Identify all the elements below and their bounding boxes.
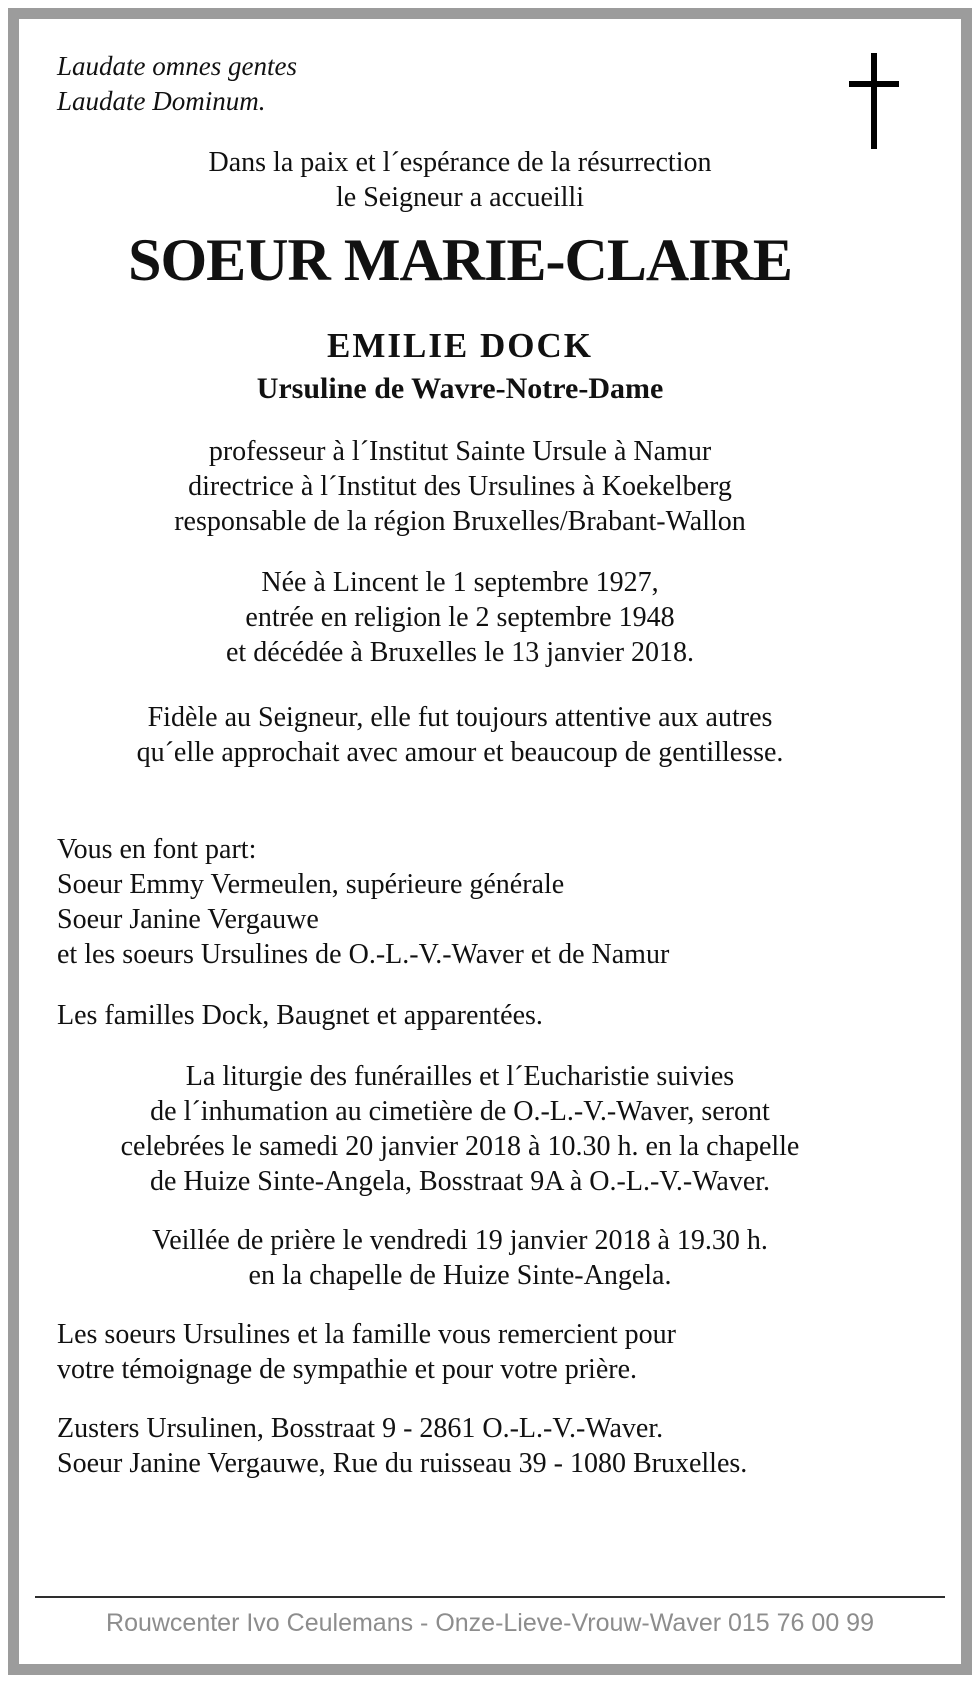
life-line-2: entrée en religion le 2 septembre 1948	[245, 602, 675, 634]
address-line-1: Zusters Ursulinen, Bosstraat 9 - 2861 O.-L.-V.-Waver.	[57, 1413, 664, 1445]
civil-name: EMILIE DOCK	[326, 326, 594, 366]
addresses	[57, 1411, 863, 1481]
intro-line-2: le Seigneur a accueilli	[336, 182, 584, 214]
address-line-2: Soeur Janine Vergauwe, Rue du ruisseau 39 - 1080 Bruxelles.	[57, 1448, 748, 1480]
tribute-line-2: qu´elle approchait avec amour et beaucoup de gentillesse.	[136, 737, 784, 769]
memorial-card	[8, 8, 972, 1675]
vigil-announcement	[57, 1223, 863, 1293]
life-line-3: et décédée à Bruxelles le 13 janvier 2018.	[225, 637, 695, 669]
vigil-line-1: Veillée de prière le vendredi 19 janvier 2018 à 19.30 h.	[152, 1225, 768, 1257]
card-content	[19, 19, 961, 1664]
funeral-line-1: La liturgie des funérailles et l´Eucharistie suivies	[185, 1061, 735, 1093]
announcers-line-4: et les soeurs Ursulines de O.-L.-V.-Waver et de Namur	[57, 939, 670, 971]
funeral-line-2: de l´inhumation au cimetière de O.-L.-V.-Waver, seront	[150, 1096, 770, 1128]
roles	[57, 434, 863, 539]
announcers-line-2: Soeur Emmy Vermeulen, supérieure générale	[57, 869, 565, 901]
role-line-1: professeur à l´Institut Sainte Ursule à Namur	[208, 436, 712, 468]
life-line-1: Née à Lincent le 1 septembre 1927,	[261, 567, 659, 599]
thanks-line-2: votre témoignage de sympathie et pour votre prière.	[57, 1354, 638, 1386]
funeral-announcement	[57, 1059, 863, 1199]
latin-cross-icon	[849, 53, 899, 149]
cross-vertical-bar	[871, 53, 877, 149]
intro-text	[57, 145, 863, 215]
intro-line-1: Dans la paix et l´espérance de la résurrection	[208, 147, 712, 179]
funeral-home-info: Rouwcenter Ivo Ceulemans - Onze-Lieve-Vrouw-Waver 015 76 00 99	[106, 1609, 874, 1637]
tribute	[57, 700, 863, 770]
thanks-line-1: Les soeurs Ursulines et la famille vous remercient pour	[57, 1319, 676, 1351]
vigil-line-2: en la chapelle de Huize Sinte-Angela.	[248, 1260, 672, 1292]
funeral-line-4: de Huize Sinte-Angela, Bosstraat 9A à O.-L.-V.-Waver.	[149, 1166, 771, 1198]
thanks	[57, 1317, 863, 1387]
order-name: Ursuline de Wavre-Notre-Dame	[256, 372, 664, 406]
role-line-3: responsable de la région Bruxelles/Brabant-Wallon	[174, 506, 746, 538]
announcers-line-3: Soeur Janine Vergauwe	[57, 904, 319, 936]
footer	[35, 1596, 945, 1638]
cross-horizontal-bar	[849, 81, 899, 87]
epigraph	[57, 49, 863, 119]
funeral-line-3: celebrées le samedi 20 janvier 2018 à 10.30 h. en la chapelle	[120, 1131, 800, 1163]
life-dates	[57, 565, 863, 670]
families: Les familles Dock, Baugnet et apparentées.	[57, 1000, 543, 1032]
header-row	[57, 49, 863, 119]
announcers-line-1: Vous en font part:	[57, 834, 257, 866]
tribute-line-1: Fidèle au Seigneur, elle fut toujours attentive aux autres	[147, 702, 773, 734]
epigraph-line-2: Laudate Dominum.	[57, 86, 266, 117]
announcers	[57, 832, 863, 972]
epigraph-line-1: Laudate omnes gentes	[57, 51, 297, 81]
role-line-2: directrice à l´Institut des Ursulines à Koekelberg	[188, 471, 732, 503]
religious-name: SOEUR MARIE-CLAIRE	[128, 227, 792, 294]
